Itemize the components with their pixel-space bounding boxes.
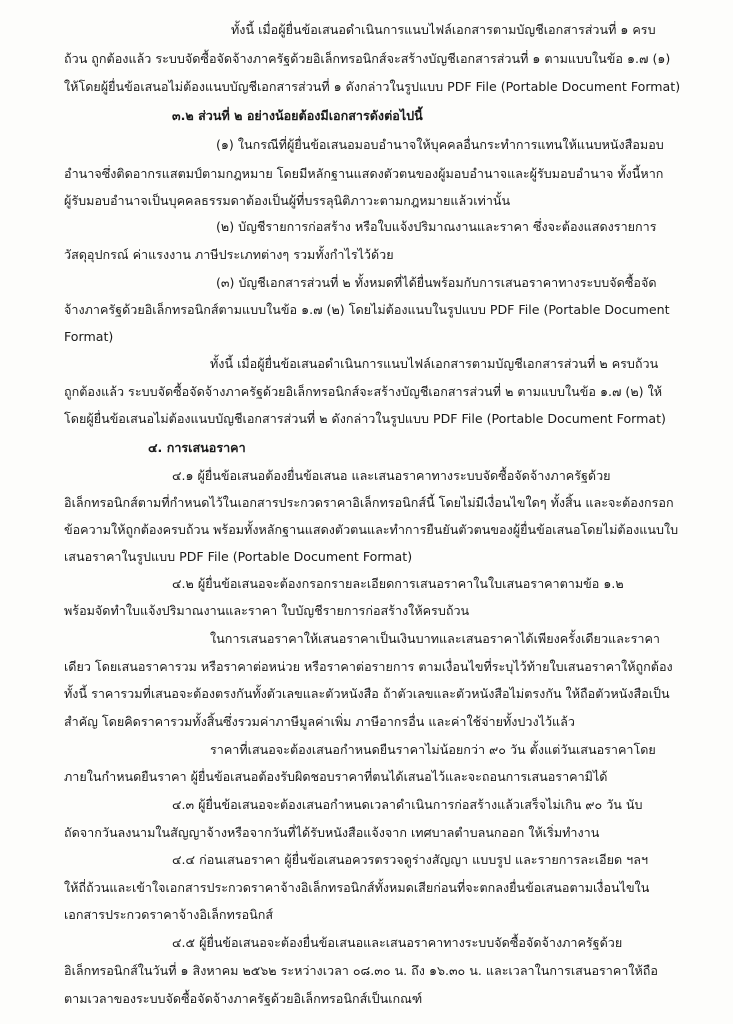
text-line: ผู้รับมอบอำนาจเป็นบุคคลธรรมดาต้องเป็นผู้ที่บรรลุนิติภาวะตามกฎหมายแล้วเท่านั้น <box>64 193 511 208</box>
text-line: เอกสารประกวดราคาจ้างอิเล็กทรอนิกส์ <box>64 907 274 922</box>
text-line: ทั้งนี้ เมื่อผู้ยื่นข้อเสนอดำเนินการแนบไฟล์เอกสารตามบัญชีเอกสารส่วนที่ ๑ ครบ <box>231 22 656 37</box>
text-line: พร้อมจัดทำใบแจ้งปริมาณงานและราคา ใบบัญชีรายการก่อสร้างให้ครบถ้วน <box>64 603 470 618</box>
text-line: ภายในกำหนดยืนราคา ผู้ยื่นข้อเสนอต้องรับผิดชอบราคาที่ตนได้เสนอไว้และจะถอนการเสนอราคามิได้ <box>64 769 608 784</box>
text-line: ตามเวลาของระบบจัดซื้อจัดจ้างภาครัฐด้วยอิเล็กทรอนิกส์เป็นเกณฑ์ <box>64 991 423 1006</box>
section-heading: ๔. การเสนอราคา <box>148 440 246 455</box>
text-line: อิเล็กทรอนิกส์ตามที่กำหนดไว้ในเอกสารประกวดราคาอิเล็กทรอนิกส์นี้ โดยไม่มีเงื่อนไขใดๆ ทั้งสิ้น และจะต้องกรอก <box>64 495 674 510</box>
text-line: ในการเสนอราคาให้เสนอราคาเป็นเงินบาทและเสนอราคาได้เพียงครั้งเดียวและราคา <box>210 631 660 646</box>
text-line: สำคัญ โดยคิดราคารวมทั้งสิ้นซึ่งรวมค่าภาษีมูลค่าเพิ่ม ภาษีอากรอื่น และค่าใช้จ่ายทั้งปวงไว้แล้ว <box>64 714 575 729</box>
text-line: (๑) ในกรณีที่ผู้ยื่นข้อเสนอมอบอำนาจให้บุคคลอื่นกระทำการแทนให้แนบหนังสือมอบ <box>216 137 664 152</box>
text-line: ถัดจากวันลงนามในสัญญาจ้างหรือจากวันที่ได้รับหนังสือแจ้งจาก เทศบาลตำบลนกออก ให้เริ่มทำงาน <box>64 825 600 840</box>
text-line: ๔.๓ ผู้ยื่นข้อเสนอจะต้องเสนอกำหนดเวลาดำเนินการก่อสร้างแล้วเสร็จไม่เกิน ๙๐ วัน นับ <box>172 797 643 812</box>
text-line: อำนาจซึ่งติดอากรแสตมป์ตามกฎหมาย โดยมีหลักฐานแสดงตัวตนของผู้มอบอำนาจและผู้รับมอบอำนาจ ทั้งนี้หาก <box>64 166 664 181</box>
text-line: ๔.๒ ผู้ยื่นข้อเสนอจะต้องกรอกรายละเอียดการเสนอราคาในใบเสนอราคาตามข้อ ๑.๒ <box>172 576 624 591</box>
text-line: วัสดุอุปกรณ์ ค่าแรงงาน ภาษีประเภทต่างๆ รวมทั้งกำไรไว้ด้วย <box>64 247 394 262</box>
text-line: ข้อความให้ถูกต้องครบถ้วน พร้อมทั้งหลักฐานแสดงตัวตนและทำการยืนยันตัวตนของผู้ยื่นข้อเสนอโดยไม่ต้องแนบใบ <box>64 522 679 537</box>
text-line: ให้โดยผู้ยื่นข้อเสนอไม่ต้องแนบบัญชีเอกสารส่วนที่ ๑ ดังกล่าวในรูปแบบ PDF File (Portable Document Format) <box>64 79 681 94</box>
text-line: เดียว โดยเสนอราคารวม หรือราคาต่อหน่วย หรือราคาต่อรายการ ตามเงื่อนไขที่ระบุไว้ท้ายใบเสนอราคาให้ถูกต้อง <box>64 659 673 674</box>
text-line: ๔.๔ ก่อนเสนอราคา ผู้ยื่นข้อเสนอควรตรวจดูร่างสัญญา แบบรูป และรายการละเอียด ฯลฯ <box>172 852 649 867</box>
text-line: ให้ถี่ถ้วนและเข้าใจเอกสารประกวดราคาจ้างอิเล็กทรอนิกส์ทั้งหมดเสียก่อนที่จะตกลงยื่นข้อเสนอตามเงื่อนไขใน <box>64 880 650 895</box>
text-line: (๓) บัญชีเอกสารส่วนที่ ๒ ทั้งหมดที่ได้ยื่นพร้อมกับการเสนอราคาทางระบบจัดซื้อจัด <box>216 275 657 290</box>
text-line: ถ้วน ถูกต้องแล้ว ระบบจัดซื้อจัดจ้างภาครัฐด้วยอิเล็กทรอนิกส์จะสร้างบัญชีเอกสารส่วนที่ ๑ ตามแบบในข้อ ๑.๗ (๑) <box>64 51 671 66</box>
text-line: ถูกต้องแล้ว ระบบจัดซื้อจัดจ้างภาครัฐด้วยอิเล็กทรอนิกส์จะสร้างบัญชีเอกสารส่วนที่ ๒ ตามแบบในข้อ ๑.๗ (๒) ให้ <box>64 384 663 399</box>
text-line: ทั้งนี้ ราคารวมที่เสนอจะต้องตรงกันทั้งตัวเลขและตัวหนังสือ ถ้าตัวเลขและตัวหนังสือไม่ตรงกัน ให้ถือตัวหนังสือเป็น <box>64 686 670 701</box>
text-line: ราคาที่เสนอจะต้องเสนอกำหนดยืนราคาไม่น้อยกว่า ๙๐ วัน ตั้งแต่วันเสนอราคาโดย <box>210 742 656 757</box>
text-line: ทั้งนี้ เมื่อผู้ยื่นข้อเสนอดำเนินการแนบไฟล์เอกสารตามบัญชีเอกสารส่วนที่ ๒ ครบถ้วน <box>210 356 659 371</box>
text-line: อิเล็กทรอนิกส์ในวันที่ ๑ สิงหาคม ๒๕๖๒ ระหว่างเวลา ๐๘.๓๐ น. ถึง ๑๖.๓๐ น. และเวลาในการเสนอราคาให้ถือ <box>64 963 658 978</box>
text-line: ๔.๕ ผู้ยื่นข้อเสนอจะต้องยื่นข้อเสนอและเสนอราคาทางระบบจัดซื้อจัดจ้างภาครัฐด้วย <box>172 935 623 950</box>
text-line: เสนอราคาในรูปแบบ PDF File (Portable Document Format) <box>64 549 413 564</box>
text-line: Format) <box>64 329 114 344</box>
text-line: จ้างภาครัฐด้วยอิเล็กทรอนิกส์ตามแบบในข้อ ๑.๗ (๒) โดยไม่ต้องแนบในรูปแบบ PDF File (Portable Document <box>64 302 670 317</box>
text-line: (๒) บัญชีรายการก่อสร้าง หรือใบแจ้งปริมาณงานและราคา ซึ่งจะต้องแสดงรายการ <box>216 219 657 234</box>
text-line: โดยผู้ยื่นข้อเสนอไม่ต้องแนบบัญชีเอกสารส่วนที่ ๒ ดังกล่าวในรูปแบบ PDF File (Portable Document Format) <box>64 411 666 426</box>
text-line: ๔.๑ ผู้ยื่นข้อเสนอต้องยื่นข้อเสนอ และเสนอราคาทางระบบจัดซื้อจัดจ้างภาครัฐด้วย <box>172 468 611 483</box>
section-heading: ๓.๒ ส่วนที่ ๒ อย่างน้อยต้องมีเอกสารดังต่อไปนี้ <box>172 108 423 123</box>
